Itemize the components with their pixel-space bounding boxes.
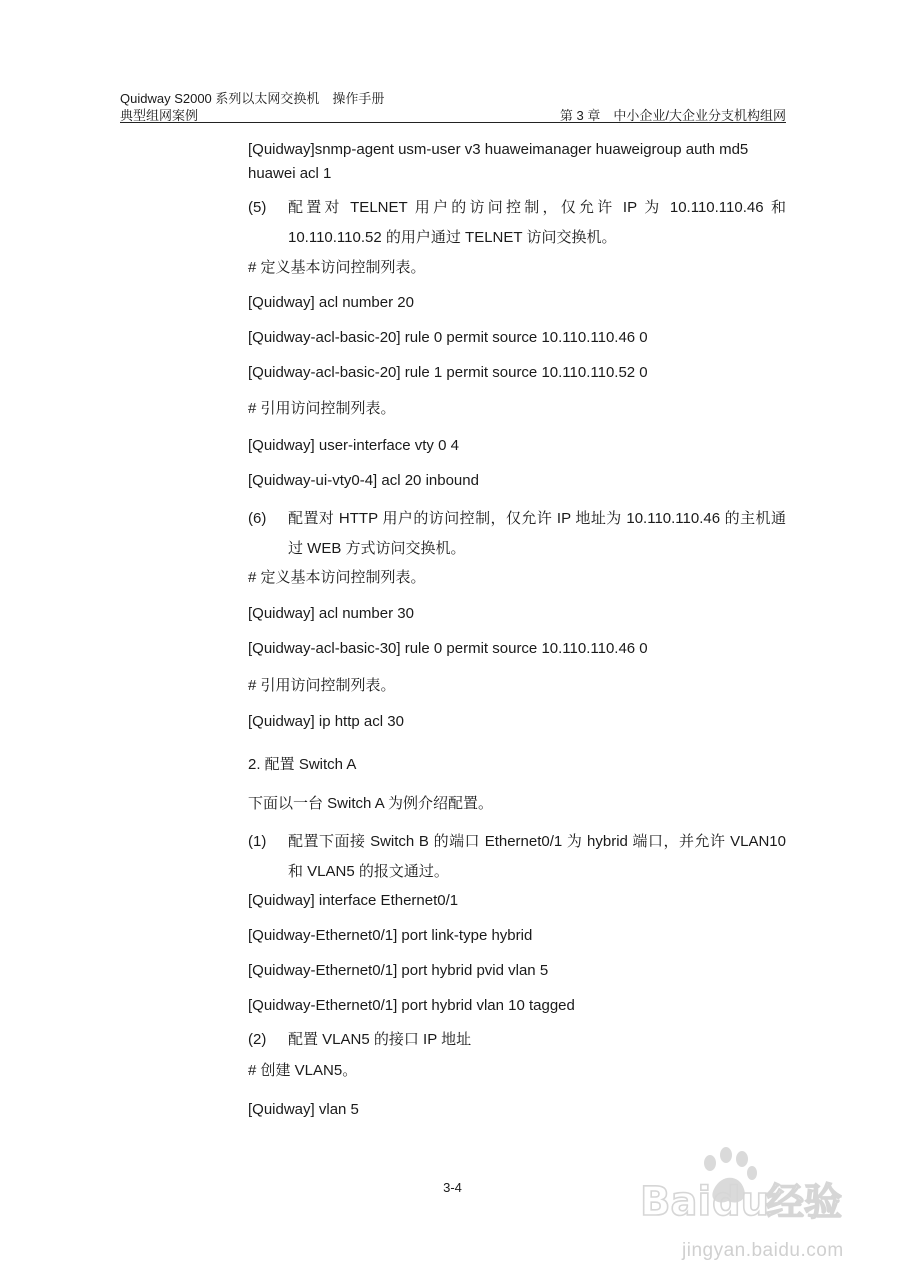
- intro-paragraph: 下面以一台 Switch A 为例介绍配置。: [248, 795, 494, 812]
- step-text: 配置对 HTTP 用户的访问控制，仅允许 IP 地址为 10.110.110.46 的主机通过 WEB 方式访问交换机。: [288, 510, 786, 557]
- command-line: [Quidway-Ethernet0/1] port hybrid vlan 10 tagged: [248, 997, 575, 1014]
- command-line: [Quidway-acl-basic-20] rule 0 permit source 10.110.110.46 0: [248, 329, 648, 346]
- comment-line: # 引用访问控制列表。: [248, 400, 396, 417]
- watermark-logo-text: Bai: [640, 1179, 712, 1225]
- command-line: [Quidway-Ethernet0/1] port hybrid pvid vlan 5: [248, 962, 549, 979]
- step-number: (2): [248, 1031, 267, 1048]
- step-item-6: [248, 504, 786, 564]
- header-divider: [120, 122, 786, 123]
- comment-line: # 引用访问控制列表。: [248, 677, 396, 694]
- step-item-5: [248, 193, 786, 253]
- command-line: [Quidway] interface Ethernet0/1: [248, 892, 459, 909]
- header-section-title: 典型组网案例: [120, 108, 199, 123]
- step-number: (1): [248, 833, 267, 850]
- watermark-logo-jingyan: 经验: [766, 1180, 843, 1224]
- step-item-1: [248, 827, 786, 887]
- section-heading: 2. 配置 Switch A: [248, 756, 357, 773]
- step-text: 配置 VLAN5 的接口 IP 地址: [288, 1031, 472, 1048]
- header-chapter-title: 第 3 章 中小企业/大企业分支机构组网: [559, 108, 786, 123]
- command-line: [Quidway] user-interface vty 0 4: [248, 437, 459, 454]
- watermark-url: jingyan.baidu.com: [682, 1240, 844, 1261]
- step-text: 配置对 TELNET 用户的访问控制，仅允许 IP 为 10.110.110.46 和 10.110.110.52 的用户通过 TELNET 访问交换机。: [288, 199, 786, 246]
- step-number: (5): [248, 199, 267, 216]
- page-number: 3-4: [443, 1180, 462, 1195]
- command-line: [Quidway-Ethernet0/1] port link-type hybrid: [248, 927, 533, 944]
- command-line: [Quidway] ip http acl 30: [248, 713, 404, 730]
- command-line: [Quidway-acl-basic-20] rule 1 permit source 10.110.110.52 0: [248, 364, 648, 381]
- command-line: [Quidway] acl number 30: [248, 605, 414, 622]
- command-line: [Quidway-ui-vty0-4] acl 20 inbound: [248, 472, 479, 489]
- command-line: [Quidway]snmp-agent usm-user v3 huaweimanager huaweigroup auth md5 huawei acl 1: [248, 141, 749, 182]
- comment-line: # 定义基本访问控制列表。: [248, 259, 426, 276]
- command-line: [Quidway-acl-basic-30] rule 0 permit source 10.110.110.46 0: [248, 640, 648, 657]
- header-manual-title: Quidway S2000 系列以太网交换机 操作手册: [120, 91, 385, 106]
- command-line: [Quidway] acl number 20: [248, 294, 414, 311]
- command-line: [Quidway] vlan 5: [248, 1101, 359, 1118]
- comment-line: # 创建 VLAN5。: [248, 1062, 358, 1079]
- watermark-logo-du: du: [712, 1179, 770, 1225]
- comment-line: # 定义基本访问控制列表。: [248, 569, 426, 586]
- step-number: (6): [248, 510, 267, 527]
- step-text: 配置下面接 Switch B 的端口 Ethernet0/1 为 hybrid 端口，并允许 VLAN10 和 VLAN5 的报文通过。: [288, 833, 786, 880]
- step-item-2: [248, 1025, 786, 1055]
